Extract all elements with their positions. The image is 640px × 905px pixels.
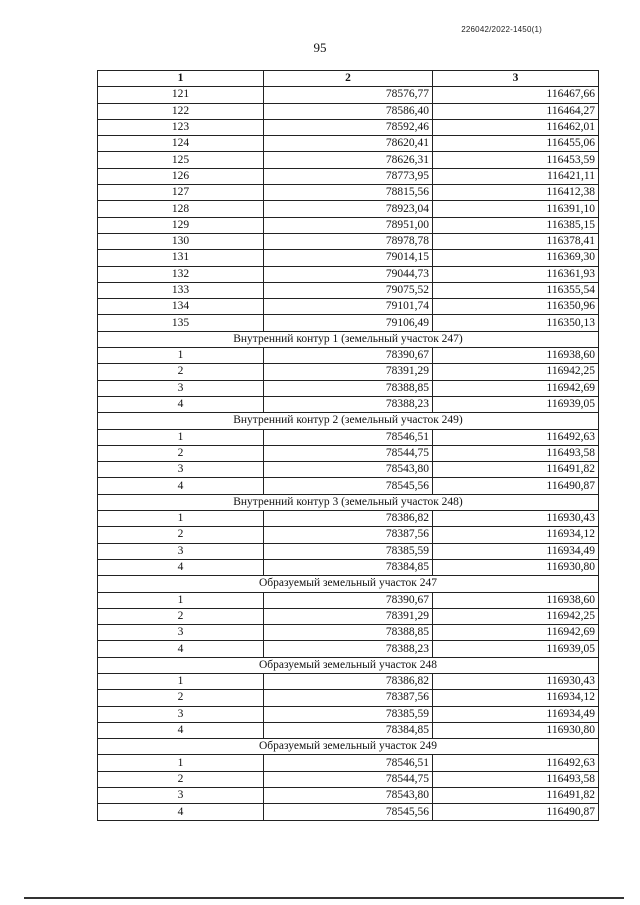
x-coordinate-cell: 78545,56 bbox=[264, 804, 433, 820]
table-row bbox=[98, 527, 599, 543]
x-coordinate-cell: 78923,04 bbox=[264, 201, 433, 217]
table-row bbox=[98, 804, 599, 820]
y-coordinate-cell: 116350,96 bbox=[433, 299, 599, 315]
y-coordinate-cell: 116942,69 bbox=[433, 625, 599, 641]
x-coordinate-cell: 78586,40 bbox=[264, 103, 433, 119]
x-coordinate-cell: 78546,51 bbox=[264, 429, 433, 445]
table-header-row bbox=[98, 71, 599, 87]
table-row bbox=[98, 429, 599, 445]
x-coordinate-cell: 79014,15 bbox=[264, 250, 433, 266]
table-row bbox=[98, 771, 599, 787]
table-row bbox=[98, 722, 599, 738]
point-number-cell: 3 bbox=[98, 462, 264, 478]
section-header-row bbox=[98, 739, 599, 755]
point-number-cell: 126 bbox=[98, 168, 264, 184]
table-row bbox=[98, 755, 599, 771]
document-id: 226042/2022-1450(1) bbox=[461, 25, 542, 34]
table-row bbox=[98, 348, 599, 364]
point-number-cell: 1 bbox=[98, 592, 264, 608]
x-coordinate-cell: 78391,29 bbox=[264, 364, 433, 380]
x-coordinate-cell: 78387,56 bbox=[264, 690, 433, 706]
table-row bbox=[98, 445, 599, 461]
section-title: Внутренний контур 3 (земельный участок 248) bbox=[98, 494, 599, 510]
x-coordinate-cell: 78390,67 bbox=[264, 592, 433, 608]
point-number-cell: 122 bbox=[98, 103, 264, 119]
point-number-cell: 3 bbox=[98, 380, 264, 396]
x-coordinate-cell: 78546,51 bbox=[264, 755, 433, 771]
y-coordinate-cell: 116369,30 bbox=[433, 250, 599, 266]
point-number-cell: 4 bbox=[98, 722, 264, 738]
y-coordinate-cell: 116942,25 bbox=[433, 608, 599, 624]
y-coordinate-cell: 116490,87 bbox=[433, 478, 599, 494]
y-coordinate-cell: 116350,13 bbox=[433, 315, 599, 331]
coordinates-table bbox=[97, 70, 599, 821]
y-coordinate-cell: 116490,87 bbox=[433, 804, 599, 820]
x-coordinate-cell: 78388,85 bbox=[264, 380, 433, 396]
y-coordinate-cell: 116361,93 bbox=[433, 266, 599, 282]
x-coordinate-cell: 78390,67 bbox=[264, 348, 433, 364]
point-number-cell: 2 bbox=[98, 445, 264, 461]
y-coordinate-cell: 116492,63 bbox=[433, 755, 599, 771]
table-row bbox=[98, 788, 599, 804]
point-number-cell: 1 bbox=[98, 511, 264, 527]
point-number-cell: 3 bbox=[98, 543, 264, 559]
y-coordinate-cell: 116930,80 bbox=[433, 722, 599, 738]
point-number-cell: 2 bbox=[98, 364, 264, 380]
section-title: Образуемый земельный участок 248 bbox=[98, 657, 599, 673]
footer-rule bbox=[24, 897, 624, 899]
table-row bbox=[98, 478, 599, 494]
point-number-cell: 1 bbox=[98, 673, 264, 689]
y-coordinate-cell: 116493,58 bbox=[433, 771, 599, 787]
point-number-cell: 2 bbox=[98, 608, 264, 624]
x-coordinate-cell: 78620,41 bbox=[264, 136, 433, 152]
column-header-x: 2 bbox=[264, 71, 433, 87]
table-row bbox=[98, 103, 599, 119]
table-row bbox=[98, 152, 599, 168]
x-coordinate-cell: 79044,73 bbox=[264, 266, 433, 282]
point-number-cell: 2 bbox=[98, 771, 264, 787]
point-number-cell: 4 bbox=[98, 641, 264, 657]
y-coordinate-cell: 116939,05 bbox=[433, 641, 599, 657]
point-number-cell: 133 bbox=[98, 282, 264, 298]
point-number-cell: 132 bbox=[98, 266, 264, 282]
x-coordinate-cell: 78815,56 bbox=[264, 185, 433, 201]
x-coordinate-cell: 78978,78 bbox=[264, 233, 433, 249]
x-coordinate-cell: 78385,59 bbox=[264, 543, 433, 559]
point-number-cell: 3 bbox=[98, 625, 264, 641]
table-row bbox=[98, 625, 599, 641]
y-coordinate-cell: 116464,27 bbox=[433, 103, 599, 119]
y-coordinate-cell: 116938,60 bbox=[433, 348, 599, 364]
point-number-cell: 134 bbox=[98, 299, 264, 315]
x-coordinate-cell: 79075,52 bbox=[264, 282, 433, 298]
table-row bbox=[98, 282, 599, 298]
table-row bbox=[98, 592, 599, 608]
section-header-row bbox=[98, 331, 599, 347]
point-number-cell: 4 bbox=[98, 396, 264, 412]
x-coordinate-cell: 78576,77 bbox=[264, 87, 433, 103]
table-row bbox=[98, 185, 599, 201]
point-number-cell: 2 bbox=[98, 527, 264, 543]
point-number-cell: 121 bbox=[98, 87, 264, 103]
section-title: Внутренний контур 2 (земельный участок 249) bbox=[98, 413, 599, 429]
x-coordinate-cell: 78544,75 bbox=[264, 771, 433, 787]
table-row bbox=[98, 201, 599, 217]
y-coordinate-cell: 116467,66 bbox=[433, 87, 599, 103]
table-row bbox=[98, 315, 599, 331]
point-number-cell: 1 bbox=[98, 348, 264, 364]
y-coordinate-cell: 116378,41 bbox=[433, 233, 599, 249]
y-coordinate-cell: 116355,54 bbox=[433, 282, 599, 298]
x-coordinate-cell: 79101,74 bbox=[264, 299, 433, 315]
y-coordinate-cell: 116930,43 bbox=[433, 511, 599, 527]
y-coordinate-cell: 116938,60 bbox=[433, 592, 599, 608]
y-coordinate-cell: 116942,69 bbox=[433, 380, 599, 396]
y-coordinate-cell: 116934,12 bbox=[433, 690, 599, 706]
table-body bbox=[98, 87, 599, 820]
table-row bbox=[98, 559, 599, 575]
point-number-cell: 123 bbox=[98, 119, 264, 135]
x-coordinate-cell: 78545,56 bbox=[264, 478, 433, 494]
point-number-cell: 130 bbox=[98, 233, 264, 249]
table-row bbox=[98, 673, 599, 689]
y-coordinate-cell: 116930,80 bbox=[433, 559, 599, 575]
point-number-cell: 3 bbox=[98, 788, 264, 804]
section-header-row bbox=[98, 413, 599, 429]
table-row bbox=[98, 87, 599, 103]
x-coordinate-cell: 78386,82 bbox=[264, 673, 433, 689]
column-header-point: 1 bbox=[98, 71, 264, 87]
x-coordinate-cell: 78386,82 bbox=[264, 511, 433, 527]
y-coordinate-cell: 116942,25 bbox=[433, 364, 599, 380]
table-row bbox=[98, 217, 599, 233]
x-coordinate-cell: 78384,85 bbox=[264, 559, 433, 575]
section-title: Образуемый земельный участок 247 bbox=[98, 576, 599, 592]
point-number-cell: 1 bbox=[98, 429, 264, 445]
x-coordinate-cell: 78544,75 bbox=[264, 445, 433, 461]
table-row bbox=[98, 266, 599, 282]
x-coordinate-cell: 78951,00 bbox=[264, 217, 433, 233]
table-row bbox=[98, 168, 599, 184]
x-coordinate-cell: 78388,85 bbox=[264, 625, 433, 641]
table-row bbox=[98, 511, 599, 527]
x-coordinate-cell: 79106,49 bbox=[264, 315, 433, 331]
table-row bbox=[98, 136, 599, 152]
column-header-y: 3 bbox=[433, 71, 599, 87]
point-number-cell: 128 bbox=[98, 201, 264, 217]
point-number-cell: 4 bbox=[98, 804, 264, 820]
point-number-cell: 127 bbox=[98, 185, 264, 201]
table-row bbox=[98, 706, 599, 722]
table-row bbox=[98, 462, 599, 478]
table-row bbox=[98, 233, 599, 249]
table-row bbox=[98, 380, 599, 396]
page-number: 95 bbox=[313, 40, 327, 55]
table-row bbox=[98, 250, 599, 266]
y-coordinate-cell: 116491,82 bbox=[433, 462, 599, 478]
table-row bbox=[98, 690, 599, 706]
point-number-cell: 135 bbox=[98, 315, 264, 331]
point-number-cell: 3 bbox=[98, 706, 264, 722]
point-number-cell: 129 bbox=[98, 217, 264, 233]
point-number-cell: 1 bbox=[98, 755, 264, 771]
point-number-cell: 4 bbox=[98, 478, 264, 494]
y-coordinate-cell: 116492,63 bbox=[433, 429, 599, 445]
point-number-cell: 4 bbox=[98, 559, 264, 575]
point-number-cell: 125 bbox=[98, 152, 264, 168]
y-coordinate-cell: 116939,05 bbox=[433, 396, 599, 412]
y-coordinate-cell: 116385,15 bbox=[433, 217, 599, 233]
x-coordinate-cell: 78592,46 bbox=[264, 119, 433, 135]
x-coordinate-cell: 78385,59 bbox=[264, 706, 433, 722]
y-coordinate-cell: 116412,38 bbox=[433, 185, 599, 201]
y-coordinate-cell: 116934,12 bbox=[433, 527, 599, 543]
section-header-row bbox=[98, 657, 599, 673]
table-row bbox=[98, 396, 599, 412]
table-row bbox=[98, 299, 599, 315]
table-row bbox=[98, 543, 599, 559]
x-coordinate-cell: 78543,80 bbox=[264, 788, 433, 804]
table-row bbox=[98, 364, 599, 380]
y-coordinate-cell: 116493,58 bbox=[433, 445, 599, 461]
y-coordinate-cell: 116421,11 bbox=[433, 168, 599, 184]
point-number-cell: 131 bbox=[98, 250, 264, 266]
x-coordinate-cell: 78388,23 bbox=[264, 396, 433, 412]
x-coordinate-cell: 78773,95 bbox=[264, 168, 433, 184]
y-coordinate-cell: 116462,01 bbox=[433, 119, 599, 135]
y-coordinate-cell: 116934,49 bbox=[433, 543, 599, 559]
y-coordinate-cell: 116455,06 bbox=[433, 136, 599, 152]
y-coordinate-cell: 116930,43 bbox=[433, 673, 599, 689]
y-coordinate-cell: 116491,82 bbox=[433, 788, 599, 804]
table-row bbox=[98, 608, 599, 624]
y-coordinate-cell: 116453,59 bbox=[433, 152, 599, 168]
y-coordinate-cell: 116934,49 bbox=[433, 706, 599, 722]
section-header-row bbox=[98, 576, 599, 592]
y-coordinate-cell: 116391,10 bbox=[433, 201, 599, 217]
x-coordinate-cell: 78388,23 bbox=[264, 641, 433, 657]
x-coordinate-cell: 78384,85 bbox=[264, 722, 433, 738]
section-title: Образуемый земельный участок 249 bbox=[98, 739, 599, 755]
point-number-cell: 2 bbox=[98, 690, 264, 706]
table-row bbox=[98, 119, 599, 135]
x-coordinate-cell: 78626,31 bbox=[264, 152, 433, 168]
point-number-cell: 124 bbox=[98, 136, 264, 152]
section-header-row bbox=[98, 494, 599, 510]
x-coordinate-cell: 78391,29 bbox=[264, 608, 433, 624]
x-coordinate-cell: 78387,56 bbox=[264, 527, 433, 543]
table-row bbox=[98, 641, 599, 657]
section-title: Внутренний контур 1 (земельный участок 247) bbox=[98, 331, 599, 347]
x-coordinate-cell: 78543,80 bbox=[264, 462, 433, 478]
